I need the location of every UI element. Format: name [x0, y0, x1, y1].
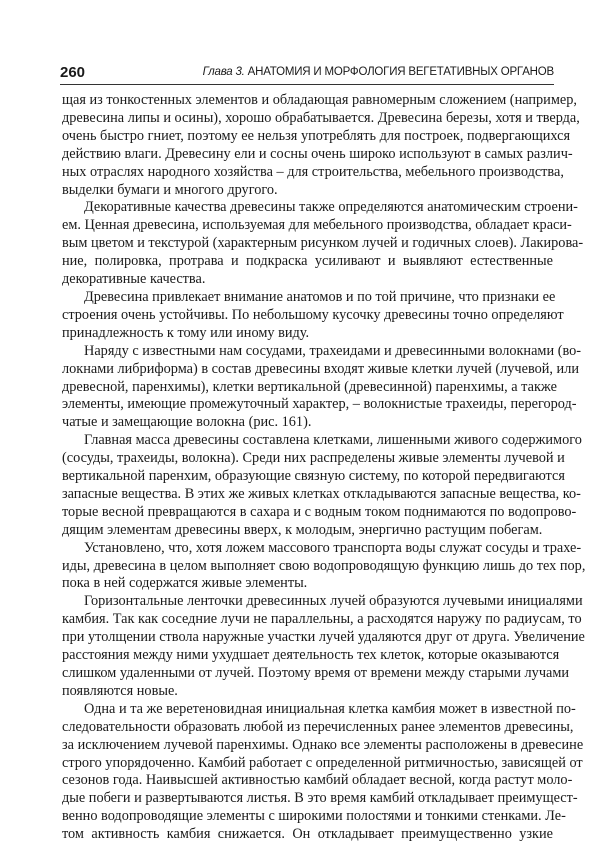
text-line: Горизонтальные ленточки древесинных лучей образуются лучевыми инициалями	[84, 593, 583, 610]
text-line: венно водопроводящие элементы с широкими полостями и тонкими стенками. Ле-	[62, 808, 566, 825]
text-line: за исключением лучевой паренхимы. Однако все элементы расположены в древесине	[62, 736, 584, 753]
text-line: древесина липы и осины), хорошо обрабатывается. Древесина березы, хотя и тверда,	[62, 109, 580, 126]
page-number: 260	[60, 64, 86, 81]
text-line: (сосуды, трахеиды, волокна). Среди них распределены живые элементы лучевой и	[62, 450, 565, 467]
text-line: при утолщении ствола наружные участки лучей удаляются друг от друга. Увеличение	[62, 629, 585, 646]
text-line: появляются новые.	[62, 682, 178, 699]
text-line: следовательности образовать любой из перечисленных ранее элементов древесины,	[62, 718, 574, 735]
text-line: торые весной превращаются в сахара и с водным током поднимаются по водопрово-	[62, 503, 577, 520]
text-line: очень быстро гниет, поэтому ее нельзя употреблять для построек, подвергающихся	[62, 127, 571, 144]
paragraph	[62, 288, 564, 343]
text-line: запасные вещества. В этих же живых клетках откладываются запасные вещества, ко-	[62, 485, 581, 502]
text-line: древесной, паренхимы), клетки вертикальной (древесинной) паренхимы, а также	[62, 378, 557, 395]
paragraph	[62, 199, 584, 289]
text-line: декоративные качества.	[62, 271, 206, 288]
text-line: ние, полировка, протрава и подкраска усиливают и выявляют естественные	[62, 253, 553, 270]
text-line: Декоративные качества древесины также определяются анатомическим строени-	[84, 199, 578, 216]
text-line: расстояния между ними ухудшает деятельность тех клеток, которые оказываются	[62, 647, 560, 664]
text-line: Одна и та же веретеновидная инициальная клетка камбия может в известной по-	[84, 700, 576, 717]
text-line: слишком удаленными от лучей. Поэтому время от времени между старыми лучами	[62, 665, 570, 681]
text-line: чатые и замещающие волокна (рис. 161).	[62, 414, 312, 431]
page-body	[62, 92, 586, 844]
text-line: иды, древесина в целом выполняет свою водопроводящую функцию лишь до тех пор,	[62, 557, 586, 574]
running-header	[60, 64, 554, 85]
paragraph	[62, 432, 582, 539]
text-line: вертикальной паренхим, образующие связную систему, по которой передвигаются	[62, 468, 565, 485]
text-line: том активность камбия снижается. Он откладывает преимущественно узкие	[62, 826, 553, 843]
text-line: дящим элементам древесины вверх, к молодым, энергично растущим побегам.	[62, 521, 543, 538]
text-line: дые побеги и развертываются листья. В это время камбий откладывает преимущест-	[62, 790, 578, 807]
text-line: локнами либриформа) в состав древесины входят живые клетки лучей (лучевой, или	[62, 360, 579, 377]
paragraph	[62, 700, 584, 844]
paragraph	[62, 92, 580, 199]
text-line: сезонов года. Наивысшей активностью камбий обладает весной, когда растут моло-	[62, 772, 573, 789]
text-line: щая из тонкостенных элементов и обладающая равномерным сложением (например,	[62, 92, 577, 108]
chapter-prefix: Глава 3.	[202, 66, 245, 78]
text-line: ных отраслях народного хозяйства – для строительства, мебельного производства,	[62, 163, 564, 180]
text-line: принадлежность к тому или иному виду.	[62, 324, 310, 341]
chapter-title	[203, 66, 554, 78]
text-line: действию влаги. Древесину ели и сосны очень широко используют в самых различ-	[62, 145, 573, 162]
text-line: Наряду с известными нам сосудами, трахеидами и древесинными волокнами (во-	[84, 342, 582, 359]
paragraph	[62, 342, 582, 433]
text-line: камбия. Так как соседние лучи не параллельны, а расходятся наружу по радиусам, то	[62, 611, 582, 628]
chapter-title-text: АНАТОМИЯ И МОРФОЛОГИЯ ВЕГЕТАТИВНЫХ ОРГАНОВ	[247, 66, 554, 78]
text-line: выделки бумаги и многого другого.	[62, 181, 278, 198]
paragraph	[62, 539, 586, 594]
text-line: строения очень устойчивы. По небольшому кусочку древесины точно определяют	[62, 306, 564, 323]
text-line: Установлено, что, хотя ложем массового транспорта воды служат сосуды и трахе-	[84, 539, 582, 556]
text-line: Главная масса древесины составлена клетками, лишенными живого содержимого	[84, 432, 582, 449]
text-line: строго упорядоченно. Камбий работает с определенной ритмичностью, зависящей от	[62, 754, 583, 771]
paragraph	[62, 593, 585, 700]
text-line: вым цветом и текстурой (характерным рисунком лучей и годичных слоев). Лакирова-	[62, 235, 584, 252]
text-line: элементы, имеющие промежуточный характер, – волокнистые трахеиды, перегород-	[62, 396, 577, 413]
text-line: ем. Ценная древесина, используемая для мебельного производства, обладает краси-	[62, 217, 572, 234]
text-line: пока в ней содержатся живые элементы.	[62, 575, 308, 592]
text-line: Древесина привлекает внимание анатомов и по той причине, что признаки ее	[84, 288, 556, 305]
